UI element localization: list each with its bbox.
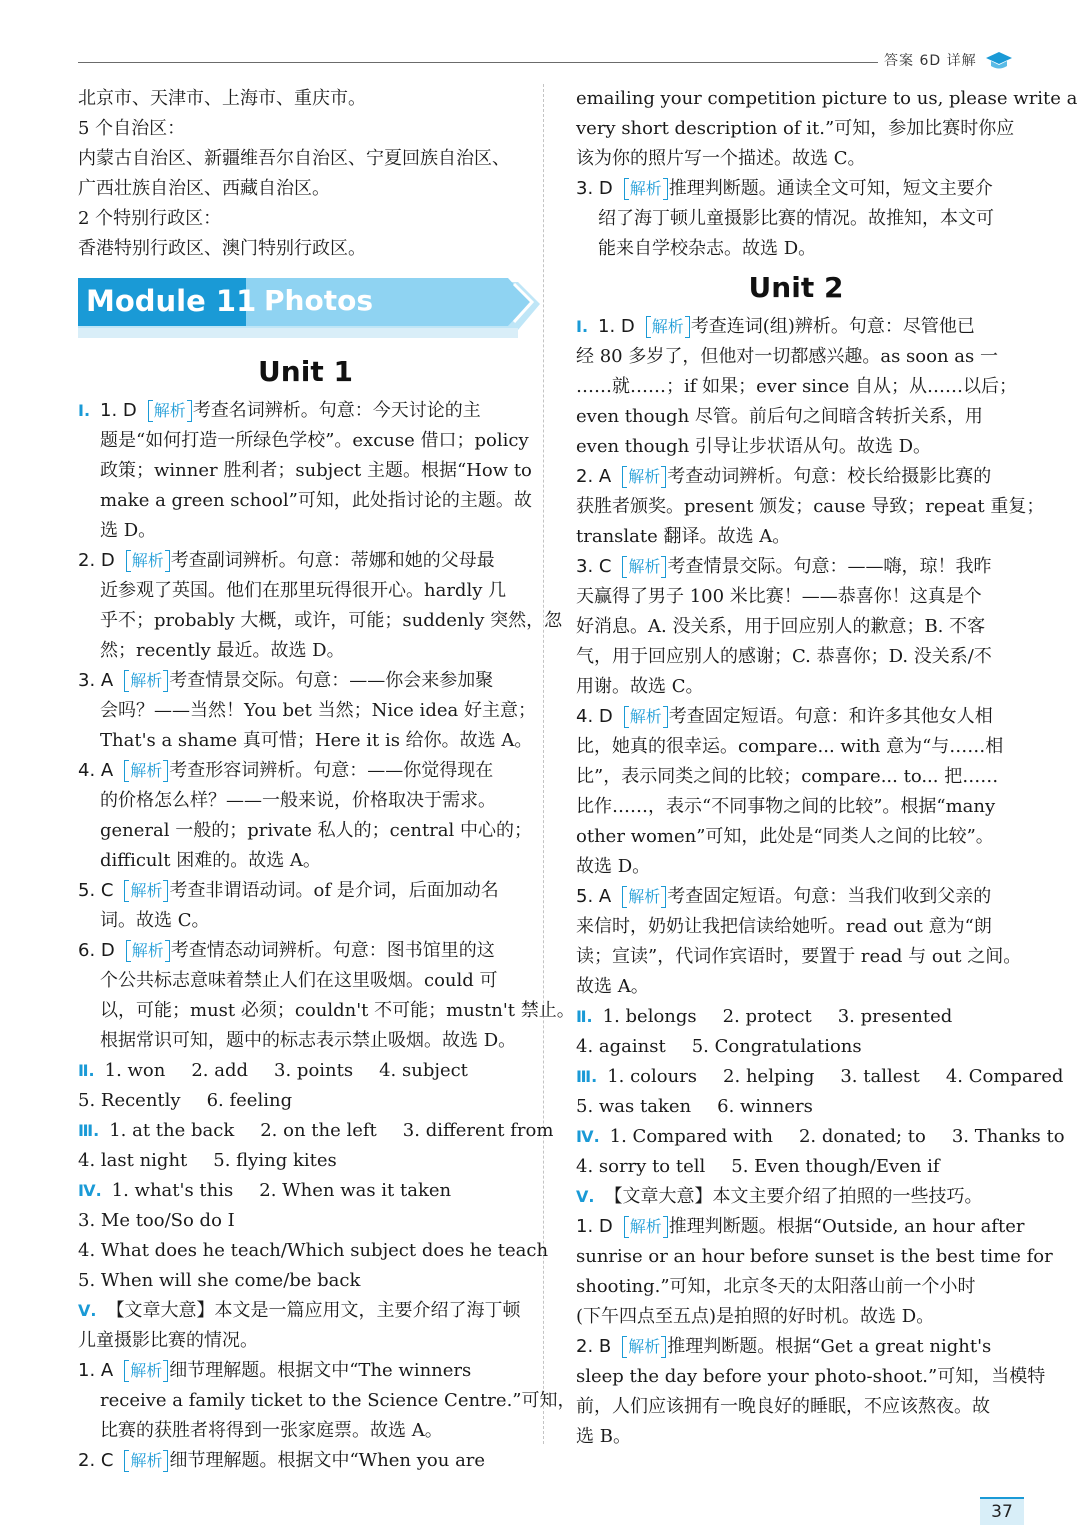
answer-row <box>576 1002 1016 1032</box>
answer-number: 6. D <box>78 940 115 961</box>
text-line: 选 B。 <box>576 1426 631 1447</box>
text-line: 的价格怎么样？——一般来说，价格取决于需求。 <box>100 790 496 811</box>
answer-item: 1. Compared with <box>609 1126 773 1147</box>
summary-line <box>576 1182 1016 1212</box>
answer-item: 3. different from <box>402 1120 554 1141</box>
text-line: 比，她真的很幸运。compare... with 意为“与……相 <box>576 736 1004 757</box>
analysis-tag: 解析 <box>627 174 665 204</box>
analysis-tag: 解析 <box>625 552 663 582</box>
text-line: general 一般的；private 私人的；central 中心的； <box>100 820 532 841</box>
text-line: 绍了海丁顿儿童摄影比赛的情况。故推知，本文可 <box>598 208 994 229</box>
section-marker: Ⅱ. <box>78 1061 95 1080</box>
question-first-line <box>576 174 1016 204</box>
answer-item: 4. against <box>576 1036 666 1057</box>
answer-number: 3. C <box>576 556 612 577</box>
answer-row: 4. What does he teach/Which subject does he teach <box>78 1240 549 1261</box>
text-line: difficult 困难的。故选 A。 <box>100 850 321 871</box>
question-first-line <box>576 1212 1025 1242</box>
right-column <box>576 84 1078 1452</box>
question-first-line <box>78 936 533 966</box>
question-first-line <box>78 1356 533 1386</box>
summary-line <box>78 1296 533 1326</box>
explanation-text: 考查形容词辨析。句意：——你觉得现在 <box>169 760 494 781</box>
answer-number: 4. D <box>576 706 613 727</box>
explanation-text: 考查副词辨析。句意：蒂娜和她的父母最 <box>170 550 495 571</box>
text-line: 然；recently 最近。故选 D。 <box>100 640 345 661</box>
text-line: sleep the day before your photo-shoot.”可知，当模特 <box>576 1366 1046 1387</box>
section-marker: Ⅱ. <box>576 1007 593 1026</box>
explanation-text: 考查非谓语动词。of 是介词，后面加动名 <box>169 880 499 901</box>
answer-item: 6. feeling <box>206 1090 293 1111</box>
text-line: shooting.”可知，北京冬天的太阳落山前一个小时 <box>576 1276 976 1297</box>
answer-row <box>576 1062 1064 1092</box>
answer-number: 5. A <box>576 886 612 907</box>
explanation-text: 考查情态动词辨析。句意：图书馆里的这 <box>170 940 495 961</box>
explanation-text: 细节理解题。根据文中“When you are <box>169 1450 486 1471</box>
question-first-line <box>78 876 533 906</box>
question-first-line <box>576 882 1016 912</box>
unit-title: Unit 2 <box>748 271 844 304</box>
text-line: 个公共标志意味着禁止人们在这里吸烟。could 可 <box>100 970 498 991</box>
text-line: 香港特别行政区、澳门特别行政区。 <box>78 238 366 259</box>
answer-item: 2. donated; to <box>798 1126 926 1147</box>
answer-number: 1. D <box>100 400 137 421</box>
answer-item: 1. won <box>104 1060 166 1081</box>
answer-item: 1. what's this <box>111 1180 234 1201</box>
answer-row <box>78 1056 533 1086</box>
text-line: 会吗？——当然！You bet 当然；Nice idea 好主意； <box>100 700 536 721</box>
answer-item: 5. Recently <box>78 1090 181 1111</box>
answer-item: 5. Congratulations <box>691 1036 862 1057</box>
module-banner <box>78 272 533 342</box>
text-line: even though 引导让步状语从句。故选 D。 <box>576 436 932 457</box>
section-marker: Ⅲ. <box>576 1067 598 1086</box>
text-line: (下午四点至五点)是拍照的好时机。故选 D。 <box>576 1306 935 1327</box>
answer-item: 2. helping <box>723 1066 815 1087</box>
analysis-tag: 解析 <box>627 702 665 732</box>
answer-item: 3. Thanks to <box>951 1126 1065 1147</box>
section-marker: Ⅰ. <box>78 401 91 420</box>
text-line: 天赢得了男子 100 米比赛！——恭喜你！这真是个 <box>576 586 982 607</box>
answer-item: 4. Compared <box>945 1066 1064 1087</box>
text-line: 乎不；probably 大概，或许，可能；suddenly 突然，忽 <box>100 610 563 631</box>
answer-item: 5. Even though/Even if <box>731 1156 940 1177</box>
answer-item: 1. at the back <box>109 1120 235 1141</box>
question-first-line <box>576 702 1016 732</box>
answer-item: 4. sorry to tell <box>576 1156 706 1177</box>
answer-row <box>576 1152 1016 1182</box>
text-line: 故选 A。 <box>576 976 649 997</box>
answer-number: 5. C <box>78 880 114 901</box>
answer-item: 1. belongs <box>602 1006 697 1027</box>
text-line: 以，可能；must 必须；couldn't 不可能；mustn't 禁止。 <box>100 1000 575 1021</box>
answer-number: 3. A <box>78 670 114 691</box>
analysis-tag: 解析 <box>127 1446 165 1476</box>
text-line: translate 翻译。故选 A。 <box>576 526 791 547</box>
text-line: 气，用于回应别人的感谢；C. 恭喜你；D. 没关系/不 <box>576 646 992 667</box>
answer-item: 4. last night <box>78 1150 188 1171</box>
analysis-tag: 解析 <box>127 876 165 906</box>
section-marker: Ⅲ. <box>78 1121 100 1140</box>
header-label: 答案 6D 详解 <box>884 53 977 69</box>
text-line: 前，人们应该拥有一晚良好的睡眠，不应该熬夜。故 <box>576 1396 990 1417</box>
question-first-line <box>78 756 533 786</box>
answer-item: 4. subject <box>379 1060 468 1081</box>
text-line: 题是“如何打造一所绿色学校”。excuse 借口；policy <box>100 430 529 451</box>
explanation-text: 考查连词(组)辨析。句意：尽管他已 <box>690 316 975 337</box>
question-first-line <box>78 396 533 426</box>
section-marker: Ⅴ. <box>78 1301 97 1320</box>
text-line: make a green school”可知，此处指讨论的主题。故 <box>100 490 532 511</box>
section-marker: Ⅰ. <box>576 317 589 336</box>
explanation-text: 考查固定短语。句意：当我们收到父亲的 <box>667 886 992 907</box>
answer-row <box>78 1176 533 1206</box>
answer-row <box>576 1032 1016 1062</box>
text-line: 获胜者颁奖。present 颁发；cause 导致；repeat 重复； <box>576 496 1045 517</box>
answer-number: 2. C <box>78 1450 114 1471</box>
text-line: 词。故选 C。 <box>100 910 210 931</box>
text-line: 政策；winner 胜利者；subject 主题。根据“How to <box>100 460 532 481</box>
text-line: other women”可知，此处是“同类人之间的比较”。 <box>576 826 994 847</box>
text-line: ……就……；if 如果；ever since 自从；从……以后； <box>576 376 1017 397</box>
section-marker: Ⅴ. <box>576 1187 595 1206</box>
left-column <box>78 84 576 1476</box>
explanation-text: 考查动词辨析。句意：校长给摄影比赛的 <box>667 466 992 487</box>
unit-title: Unit 1 <box>258 355 353 388</box>
section-marker: Ⅳ. <box>78 1181 102 1200</box>
module-title: Photos <box>264 284 373 317</box>
module-label: Module 11 <box>86 284 257 318</box>
text-line: 好消息。A. 没关系，用于回应别人的歉意；B. 不客 <box>576 616 986 637</box>
answer-row: 5. When will she come/be back <box>78 1270 361 1291</box>
summary-text: 【文章大意】本文是一篇应用文，主要介绍了海丁顿 <box>106 1300 521 1321</box>
text-line: 故选 D。 <box>576 856 651 877</box>
text-line: sunrise or an hour before sunset is the best time for <box>576 1246 1053 1267</box>
text-line: 儿童摄影比赛的情况。 <box>78 1330 258 1351</box>
question-first-line <box>78 546 533 576</box>
question-first-line <box>78 666 533 696</box>
analysis-tag: 解析 <box>151 396 189 426</box>
explanation-text: 推理判断题。根据“Get a great night's <box>667 1336 992 1357</box>
answer-item: 6. winners <box>717 1096 813 1117</box>
text-line: 近参观了英国。他们在那里玩得很开心。hardly 几 <box>100 580 507 601</box>
text-line: 比”，表示同类之间的比较；compare... to... 把…… <box>576 766 999 787</box>
explanation-text: 考查固定短语。句意：和许多其他女人相 <box>668 706 993 727</box>
text-line: receive a family ticket to the Science Centre.”可知， <box>100 1390 576 1411</box>
answer-item: 2. protect <box>722 1006 812 1027</box>
answer-number: 1. D <box>576 1216 613 1237</box>
text-line: 用谢。故选 C。 <box>576 676 704 697</box>
text-line: 该为你的照片写一个描述。故选 C。 <box>576 148 866 169</box>
explanation-text: 考查情景交际。句意：——你会来参加聚 <box>169 670 494 691</box>
question-first-line <box>576 1332 1016 1362</box>
answer-item: 1. colours <box>607 1066 698 1087</box>
answer-item: 5. flying kites <box>213 1150 337 1171</box>
text-line: That's a shame 真可惜；Here it is 给你。故选 A。 <box>100 730 533 751</box>
text-line: 比作……，表示“不同事物之间的比较”。根据“many <box>576 796 996 817</box>
analysis-tag: 解析 <box>625 462 663 492</box>
analysis-tag: 解析 <box>129 936 167 966</box>
answer-item: 3. presented <box>837 1006 953 1027</box>
question-first-line <box>576 552 1016 582</box>
analysis-tag: 解析 <box>127 756 165 786</box>
answer-row <box>78 1146 533 1176</box>
answer-item: 5. was taken <box>576 1096 692 1117</box>
text-line: very short description of it.”可知，参加比赛时你应 <box>576 118 1015 139</box>
answer-number: 3. D <box>576 178 613 199</box>
question-first-line <box>576 462 1016 492</box>
analysis-tag: 解析 <box>627 1212 665 1242</box>
text-line: 经 80 多岁了，但他对一切都感兴趣。as soon as 一 <box>576 346 998 367</box>
answer-row <box>78 1116 554 1146</box>
analysis-tag: 解析 <box>625 1332 663 1362</box>
text-line: even though 尽管。前后句之间暗含转折关系，用 <box>576 406 983 427</box>
text-line: 内蒙古自治区、新疆维吾尔自治区、宁夏回族自治区、 <box>78 148 510 169</box>
page-number: 37 <box>980 1497 1024 1525</box>
text-line: 选 D。 <box>100 520 157 541</box>
analysis-tag: 解析 <box>625 882 663 912</box>
text-line: 能来自学校杂志。故选 D。 <box>598 238 817 259</box>
answer-row: 3. Me too/So do I <box>78 1210 235 1231</box>
analysis-tag: 解析 <box>127 1356 165 1386</box>
answer-number: 1. D <box>598 316 635 337</box>
answer-item: 3. tallest <box>840 1066 920 1087</box>
text-line: 比赛的获胜者将得到一张家庭票。故选 A。 <box>100 1420 443 1441</box>
text-line: 读；宣读”，代词作宾语时，要置于 read 与 out 之间。 <box>576 946 1022 967</box>
text-line: emailing your competition picture to us, please write a <box>576 88 1078 109</box>
explanation-text: 考查情景交际。句意：——嗨，琼！我昨 <box>667 556 992 577</box>
text-line: 来信时，奶奶让我把信读给她听。read out 意为“朗 <box>576 916 992 937</box>
explanation-text: 细节理解题。根据文中“The winners <box>169 1360 472 1381</box>
section-marker: Ⅳ. <box>576 1127 600 1146</box>
analysis-tag: 解析 <box>649 312 687 342</box>
text-line: 5 个自治区： <box>78 118 186 139</box>
answer-number: 2. A <box>576 466 612 487</box>
answer-item: 2. add <box>191 1060 249 1081</box>
answer-row <box>78 1086 533 1116</box>
answer-number: 1. A <box>78 1360 114 1381</box>
answer-item: 3. points <box>274 1060 354 1081</box>
summary-text: 【文章大意】本文主要介绍了拍照的一些技巧。 <box>604 1186 983 1207</box>
mortarboard-icon <box>985 50 1013 72</box>
answer-row <box>576 1122 1065 1152</box>
analysis-tag: 解析 <box>129 546 167 576</box>
header-rule <box>78 62 878 63</box>
explanation-text: 推理判断题。根据“Outside, an hour after <box>668 1216 1025 1237</box>
answer-item: 2. When was it taken <box>259 1180 452 1201</box>
question-first-line <box>576 312 1016 342</box>
analysis-tag: 解析 <box>127 666 165 696</box>
answer-number: 2. B <box>576 1336 612 1357</box>
text-line: 2 个特别行政区： <box>78 208 222 229</box>
explanation-text: 考查名词辨析。句意：今天讨论的主 <box>192 400 481 421</box>
text-line: 根据常识可知，题中的标志表示禁止吸烟。故选 D。 <box>100 1030 517 1051</box>
text-line: 广西壮族自治区、西藏自治区。 <box>78 178 330 199</box>
answer-number: 4. A <box>78 760 114 781</box>
question-first-line <box>78 1446 533 1476</box>
text-line: 北京市、天津市、上海市、重庆市。 <box>78 88 366 109</box>
answer-row <box>576 1092 1016 1122</box>
answer-item: 2. on the left <box>260 1120 377 1141</box>
answer-number: 2. D <box>78 550 115 571</box>
explanation-text: 推理判断题。通读全文可知，短文主要介 <box>668 178 993 199</box>
